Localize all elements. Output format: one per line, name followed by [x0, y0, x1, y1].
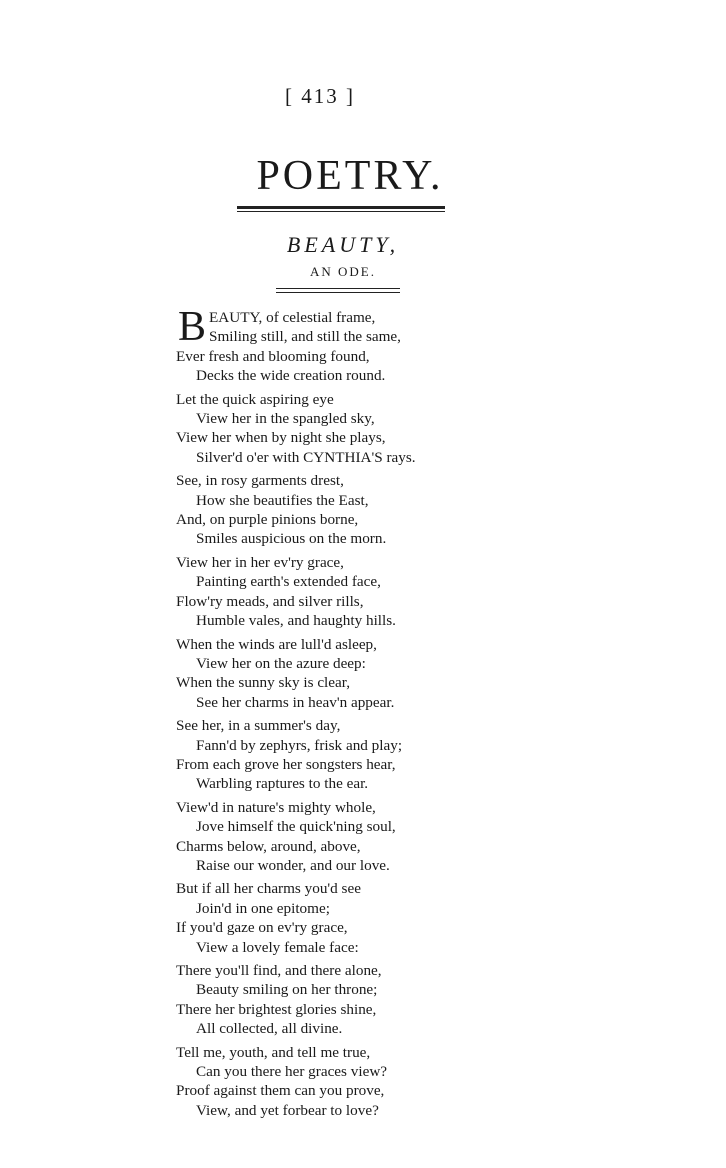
stanza — [176, 961, 496, 1039]
poem-line: From each grove her songsters hear, — [176, 755, 396, 773]
poem-line: Charms below, around, above, — [176, 837, 361, 855]
poem-line: If you'd gaze on ev'ry grace, — [176, 919, 348, 937]
page-number: [ 413 ] — [285, 84, 355, 108]
subtitle-rule — [276, 288, 400, 293]
poem-line: Smiling still, and still the same, — [209, 328, 401, 346]
poem-line: View her in her ev'ry grace, — [176, 553, 344, 571]
stanza — [176, 798, 496, 876]
stanza — [176, 553, 496, 631]
stanza — [176, 635, 496, 713]
stanza — [176, 1043, 496, 1121]
poem-line: Let the quick aspiring eye — [176, 390, 334, 408]
first-line-text: EAUTY, of celestial frame, — [209, 309, 376, 326]
title-rule — [237, 206, 445, 212]
poem-line: There her brightest glories shine, — [176, 1000, 377, 1018]
poem-line: Beauty smiling on her throne; — [196, 981, 378, 999]
poem-line: Jove himself the quick'ning soul, — [196, 818, 396, 836]
poem-line: Decks the wide creation round. — [196, 367, 386, 385]
poem-line: Can you there her graces view? — [196, 1063, 388, 1081]
poem-line: View her when by night she plays, — [176, 429, 386, 447]
poem-line: Ever fresh and blooming found, — [176, 347, 370, 365]
poem-line: See her charms in heav'n appear. — [196, 693, 395, 711]
stanza — [176, 879, 496, 957]
stanza — [176, 390, 496, 468]
poem-line: View, and yet forbear to love? — [196, 1101, 379, 1119]
section-title: POETRY. — [256, 153, 444, 199]
stanza — [176, 471, 496, 549]
poem-line: Flow'ry meads, and silver rills, — [176, 592, 364, 610]
poem-line: Painting earth's extended face, — [196, 573, 381, 591]
poem-line: And, on purple pinions borne, — [176, 511, 359, 529]
poem-line: How she beautifies the East, — [196, 491, 369, 509]
poem-line: View a lovely female face: — [196, 938, 359, 956]
poem-line: There you'll find, and there alone, — [176, 962, 382, 979]
poem-subtitle: AN ODE. — [310, 264, 376, 279]
stanza — [176, 304, 496, 386]
poem-body — [176, 304, 496, 1124]
poem-line: Join'd in one epitome; — [196, 899, 330, 917]
poem-line: Proof against them can you prove, — [176, 1082, 385, 1100]
poem-line: Raise our wonder, and our love. — [196, 856, 390, 874]
poem-line: But if all her charms you'd see — [176, 880, 361, 898]
poem-line: View her in the spangled sky, — [196, 410, 375, 428]
poem-line: All collected, all divine. — [196, 1020, 343, 1038]
poem-line: Tell me, youth, and tell me true, — [176, 1043, 371, 1061]
poem-line: Silver'd o'er with CYNTHIA'S rays. — [196, 448, 416, 466]
stanza — [176, 716, 496, 794]
poem-line: View her on the azure deep: — [196, 654, 366, 672]
poem-line: When the sunny sky is clear, — [176, 674, 351, 692]
poem-line: Smiles auspicious on the morn. — [196, 530, 387, 548]
poem-line: Humble vales, and haughty hills. — [196, 612, 396, 630]
drop-cap: B — [178, 304, 207, 350]
poem-line: When the winds are lull'd asleep, — [176, 635, 377, 653]
poem-line: Warbling raptures to the ear. — [196, 775, 369, 793]
poem-title: BEAUTY, — [286, 232, 400, 257]
poem-line: Fann'd by zephyrs, frisk and play; — [196, 736, 403, 754]
poem-line: See her, in a summer's day, — [176, 717, 341, 735]
poem-line: View'd in nature's mighty whole, — [176, 798, 376, 816]
poem-line: See, in rosy garments drest, — [176, 472, 344, 490]
